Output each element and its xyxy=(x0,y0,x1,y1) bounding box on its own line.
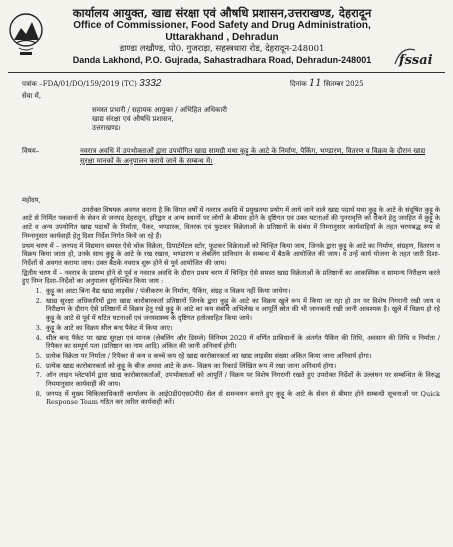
reference-line xyxy=(22,78,442,89)
address-hindi: डाण्डा लखौण्ड, पो0. गुजराड़ा, सहस्त्रधारा रोड, देहरादून-248001 xyxy=(119,44,325,54)
recipient-line-2: खाद्य संरक्षा एवं औषधि प्रशासन, xyxy=(92,115,174,123)
date-month-year: सितम्बर 2025 xyxy=(323,80,364,88)
list-item: 8. जनपद में मुख्य चिकित्साधिकारी कार्यालय के आई0डी0एस0पी0 सेल से समन्वयन बनाते हुए कुट्टू के आटे के सेवन से बीमार होने सम्बन्धी सूचनाओं पर Quick Response Team गठित कर त्वरित कार्यवाही करें। xyxy=(44,390,440,407)
uttarakhand-emblem-logo xyxy=(6,10,46,58)
paragraph-intro: उपरोक्त विषयक अवगत कराना है कि विगत वर्षों में नवरात्र अवधि में प्रमुखतया प्रयोग में लाये जाने वाले खाद्य पदार्थ यथा कुट्टू के आटे के संदूषित कुट्टू के आटे से निर्मित पकवानों के सेवन से जनपद देहरादून, हरिद्वार व अन्य स्थानों पर लोगों के बीमार होने के दृष्टिगत एवं उक्त घटनाओं की पुनरावृत्ति को रोकने हेतु जनहित में कुट्टू के आटे व अन्य उपयोगित खाद्य पदार्थों के निर्माता, पैकर, भण्डारक, वितरक एवं फुटकर विक्रेताओं के प्रतिष्ठानों के संबंध में निम्नानुसार कार्यवाहियाँ के तहत चरणबद्ध रूप से निम्नानुसार कार्यवाही हेतु दिशा निर्देश निर्गत किये जा रहे हैं। xyxy=(22,205,440,240)
fssai-logo-text: fssai xyxy=(399,53,433,68)
list-item: 2. खाद्य सुरक्षा अधिकारियों द्वारा खाद्य कारोबारकर्ता प्रतिष्ठानों जिनके द्वारा कुट्टू के आटे का विक्रय खुले रूप में किया जा रहा हो उन पर विशेष निगरानी रखी जाय व निरीक्षण के दौरान ऐसे प्रतिष्ठानों में विक्रय हेतु रखे कुट्टू के आटे का कय संबंधि अभिलेख व आपूर्ति स्रोत की भी जानकारी रखी जानी आवश्यक है। खुले में विक्रय हो रहे कुट्टू के आटे से पूर्व में घटित घटनाओं एवं जनस्वास्थ्य के दृष्टिगत हतोत्साहित किया जाये। xyxy=(44,297,440,323)
list-item: 6. प्रत्येक खाद्य कारोबारकर्ता को कुट्टू के बीज अथवा आटे के क्रय– विक्रय का रिकार्ड लिखित रूप में रखा जाना अनिवार्य होगा। xyxy=(44,362,440,371)
recipients-block xyxy=(92,106,227,133)
header-divider xyxy=(8,72,445,73)
subject-label: विषय– xyxy=(22,147,40,155)
office-title-hindi: कार्यालय आयुक्त, खाद्य संरक्षा एवं औषधि प्रशासन,उत्तराखण्ड, देहरादून xyxy=(72,6,372,20)
recipient-line-1: समस्त प्रभारी / सहायक आयुक्त / अभिहित अधिकारी xyxy=(92,106,227,114)
list-item: 7. ऑन लाइन प्लेटफॉर्म द्वारा खाद्य कारोबारकर्ताओं, उपभोक्ताओं को आपूर्ति / विक्रय पर विशेष निगरानी रखते हुए उपरोक्त निर्देशों के उल्लंघन पर सम्बन्धित के विरुद्ध नियमानुसार कार्यवाही की जाय। xyxy=(44,371,440,388)
list-item: 3. कुट्टू के आटे का विक्रय सील बन्द पैकेट में किया जाए। xyxy=(44,324,440,333)
salutation: महोदय, xyxy=(22,196,41,204)
list-item: 4. सील बन्द पैकेट पर खाद्य सुरक्षा एवं मानक (लेबलिंग और डिस्प्ले) विनियम 2020 में वर्णित प्राविधानों के अंतर्गत पैकिंग की तिथि, अवसान की तिथि व निर्माता / रिपैकर का सम्पूर्ण पता (प्रतिष्ठान का नाम आदि) अंकित की जानी अनिवार्य होगी। xyxy=(44,334,440,351)
seva-mein: सेवा में, xyxy=(22,92,42,100)
fssai-logo xyxy=(391,44,443,70)
reference-number: 3332 xyxy=(139,78,162,89)
letter-body xyxy=(22,196,440,408)
subject-text: नवरात्र अवधि में उपभोक्ताओं द्वारा उपयोगित खाद्य सामग्री यथा कुट्टू के आटे के निर्माण, पैकिंग, भण्डारण, वितरण व विक्रय के दौरान खाद्य सुरक्षा मानकों के अनुपालन कराये जाने के सम्बन्ध में। xyxy=(80,147,426,165)
paragraph-first-phase: प्रथम चरण में – जनपद में विद्यमान समस्त ऐसे थोक विक्रेता, डिपार्टमेंटल स्टोर, फुटकर विक्रेताओं को चिन्हित किया जाय, जिनके द्वारा कुट्टू के आटे का निर्माण, संग्रहण, वितरण व विक्रय किया जाता हो, उनके साथ कुट्टू के आटे के रख रखाव, भण्डारण व लेबलिंग प्राविधान के सम्बन्ध में बैठकें आयोजित की जाय। व उन्हें कार्य योजना के तहत जारी दिशा- निर्देशों से अवगत कराया जाय। उक्त बैठकें नवरात्र शुरू होने से पूर्व आयोजित की जाय। xyxy=(22,241,440,267)
date-day: 11 xyxy=(308,78,322,89)
letter-date xyxy=(290,78,364,89)
list-item: 1. कुट्टू का आटा बिना वैद्य खाद्य लाइसेंस / पंजीकरण के निर्माण, पैकिंग, संग्रह व विक्रय नहीं किया जायेगा। xyxy=(44,287,440,296)
letterhead xyxy=(52,6,392,66)
reference-label: पत्रांक –FDA/01/DO/159/2019 (TC) xyxy=(22,80,137,88)
paragraph-second-phase: द्वितीय चरण में – नवरात्र के प्रारम्भ होने से पूर्व व नवरात्र अवधि के दौरान प्रथम चरण में चिन्हित ऐसे समस्त खाद्य विक्रेताओं के प्रतिष्ठानों का आकस्मिक व सामान्य निरीक्षण करते हुए निम्न दिशा–निर्देशों का अनुपालन सुनिश्चित किया जाय : xyxy=(22,268,440,286)
list-item: 5. प्रत्येक विक्रेता पर निर्माता / रिपैकर से कय व कच्चे कय रहे खाद्य कारोबारकर्ता का खाद्य लाइसेंस संख्या अंकित किया जाना अनिवार्य होगा। xyxy=(44,352,440,361)
recipient-line-3: उत्तराखण्ड। xyxy=(92,124,121,132)
office-title-english: Office of Commissioner, Food Safety and Drug Administration, Uttarakhand , Dehradun xyxy=(73,20,371,43)
date-label: दिनांक xyxy=(290,80,307,88)
address-english: Danda Lakhond, P.O. Gujrada, Sahastradhara Road, Dehradun-248001 xyxy=(72,55,372,65)
directive-list xyxy=(22,287,440,407)
